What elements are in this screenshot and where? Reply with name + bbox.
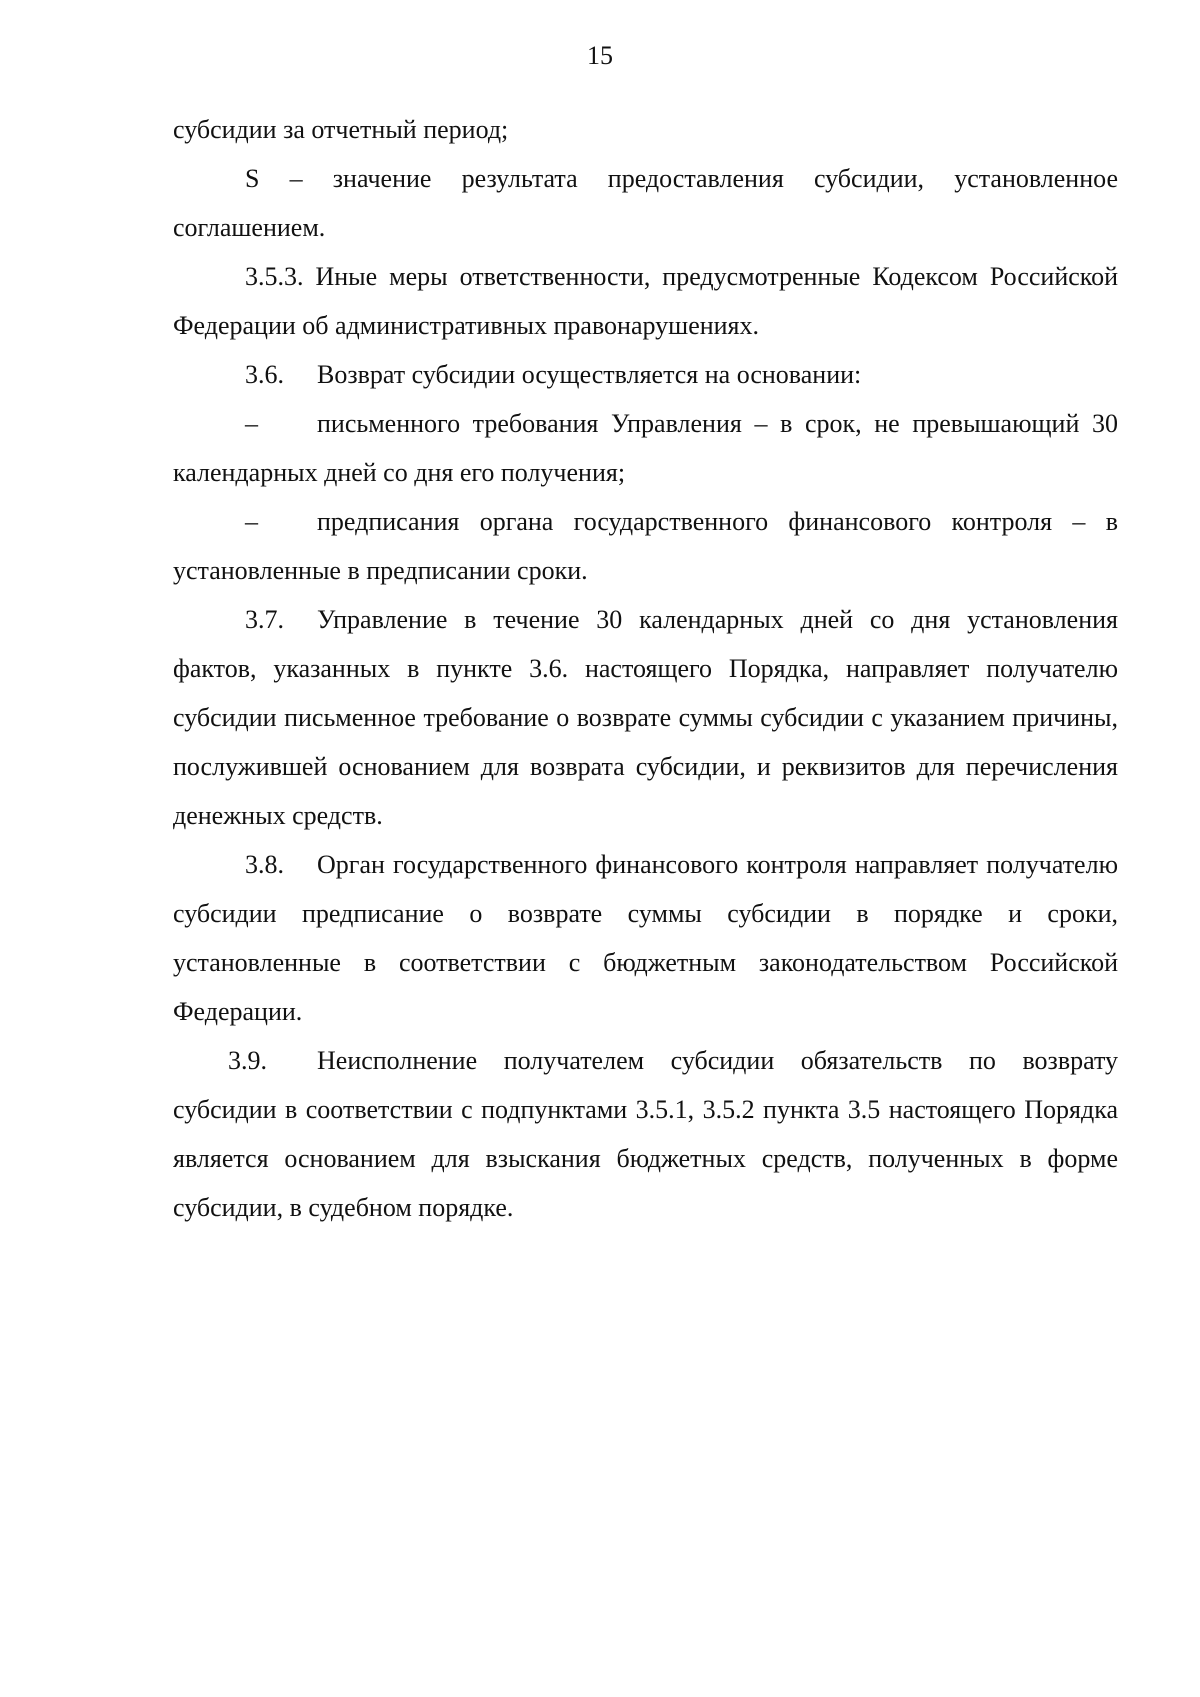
- clause-number: 3.5.3.: [245, 262, 304, 291]
- clause-number: 3.7.: [245, 605, 284, 634]
- clause-text: Орган государственного финансового контроля направляет получателю субсидии предписание о возврате суммы субсидии в порядке и сроки, установленные в соответствии с бюджетным законодательством Российской Федерации.: [173, 850, 1118, 1026]
- list-dash: –: [245, 409, 258, 438]
- paragraph-3-7: [173, 595, 1118, 840]
- clause-text: Неисполнение получателем субсидии обязательств по возврату субсидии в соответствии с подпунктами 3.5.1, 3.5.2 пункта 3.5 настоящего Порядка является основанием для взыскания бюджетных средств, полученных в форме субсидии, в судебном порядке.: [173, 1046, 1118, 1222]
- page-number: 15: [587, 41, 613, 70]
- document-body: [173, 105, 1118, 1232]
- clause-number: 3.9.: [228, 1046, 267, 1075]
- list-item-written-demand: [173, 399, 1118, 497]
- paragraph-s-definition: S – значение результата предоставления субсидии, установленное соглашением.: [173, 164, 1118, 242]
- clause-number: 3.8.: [245, 850, 284, 879]
- clause-text: Возврат субсидии осуществляется на основании:: [317, 360, 862, 389]
- clause-text: Управление в течение 30 календарных дней со дня установления фактов, указанных в пункте 3.6. настоящего Порядка, направляет получателю субсидии письменное требование о возврате суммы субсидии с указанием причины, послужившей основанием для возврата субсидии, и реквизитов для перечисления денежных средств.: [173, 605, 1118, 830]
- list-item-order: [173, 497, 1118, 595]
- paragraph-continuation: субсидии за отчетный период;: [173, 115, 509, 144]
- paragraph-3-8: [173, 840, 1118, 1036]
- list-dash: –: [245, 507, 258, 536]
- paragraph-3-6: [173, 350, 1118, 399]
- paragraph-3-5-3: [173, 252, 1118, 350]
- clause-text: Иные меры ответственности, предусмотренные Кодексом Российской Федерации об административных правонарушениях.: [173, 262, 1118, 340]
- list-item-text: предписания органа государственного финансового контроля – в установленные в предписании сроки.: [173, 507, 1118, 585]
- paragraph-3-9: [173, 1036, 1118, 1232]
- list-item-text: письменного требования Управления – в срок, не превышающий 30 календарных дней со дня его получения;: [173, 409, 1118, 487]
- clause-number: 3.6.: [245, 360, 284, 389]
